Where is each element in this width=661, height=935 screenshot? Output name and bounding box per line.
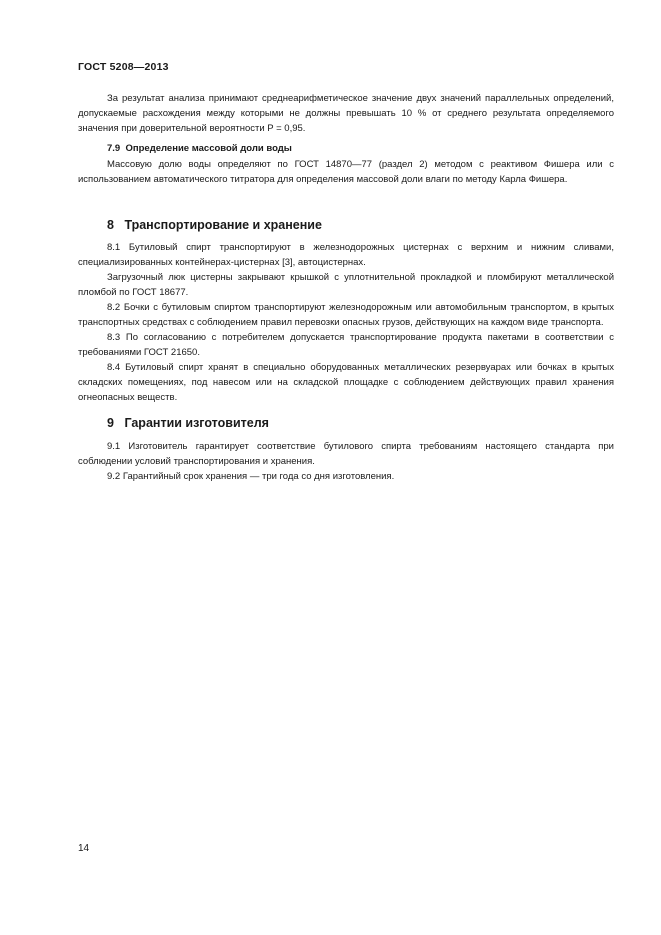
paragraph: Массовую долю воды определяют по ГОСТ 14870—77 (раздел 2) методом с реактивом Фишера или с использованием автоматического титратора для определения массовой доли влаги по методу Карла Фишера. [78, 159, 614, 185]
paragraph-8-1: 8.1 Бутиловый спирт транспортируют в железнодорожных цистернах с верхним и нижним сливами, специализированных контейнерах-цистернах [3], автоцистернах. [78, 242, 614, 268]
paragraph-8-3: 8.3 По согласованию с потребителем допускается транспортирование продукта пакетами в соответствии с требованиями ГОСТ 21650. [78, 332, 614, 358]
section-9-heading [107, 416, 269, 430]
water-content-block [78, 157, 614, 187]
analysis-result-block [78, 91, 614, 136]
section-title: Транспортирование и хранение [124, 218, 322, 232]
paragraph-8-4: 8.4 Бутиловый спирт хранят в специально оборудованных металлических резервуарах или бочках в крытых складских помещениях, под навесом или на складской площадке с соблюдением действующих правил хранения огнеопасных веществ. [78, 362, 614, 403]
paragraph-8-1-hatch: Загрузочный люк цистерны закрывают крышкой с уплотнительной прокладкой и пломбируют металлической пломбой по ГОСТ 18677. [78, 272, 614, 298]
section-8-heading [107, 218, 322, 232]
subsection-title: Определение массовой доли воды [125, 143, 292, 154]
section-9-body [78, 439, 614, 484]
paragraph-8-2: 8.2 Бочки с бутиловым спиртом транспортируют железнодорожным или автомобильным транспортом, в крытых транспортных средствах с соблюдением правил перевозки опасных грузов, действующих на каждом виде транспорта. [78, 302, 614, 328]
paragraph: За результат анализа принимают среднеарифметическое значение двух значений параллельных определений, допускаемые расхождения между которыми не должны превышать 10 % от среднего результата определяемого значения при доверительной вероятности P = 0,95. [78, 93, 614, 134]
document-header: ГОСТ 5208—2013 [78, 61, 169, 73]
paragraph-9-1: 9.1 Изготовитель гарантирует соответствие бутилового спирта требованиям настоящего стандарта при соблюдении условий транспортирования и хранения. [78, 441, 614, 467]
section-8-body [78, 240, 614, 405]
page-number: 14 [78, 843, 90, 854]
paragraph-9-2: 9.2 Гарантийный срок хранения — три года со дня изготовления. [107, 471, 395, 482]
subsection-heading [107, 143, 292, 154]
section-number: 8 [107, 218, 114, 232]
subsection-number: 7.9 [107, 143, 121, 154]
section-title: Гарантии изготовителя [124, 416, 269, 430]
section-number: 9 [107, 416, 114, 430]
